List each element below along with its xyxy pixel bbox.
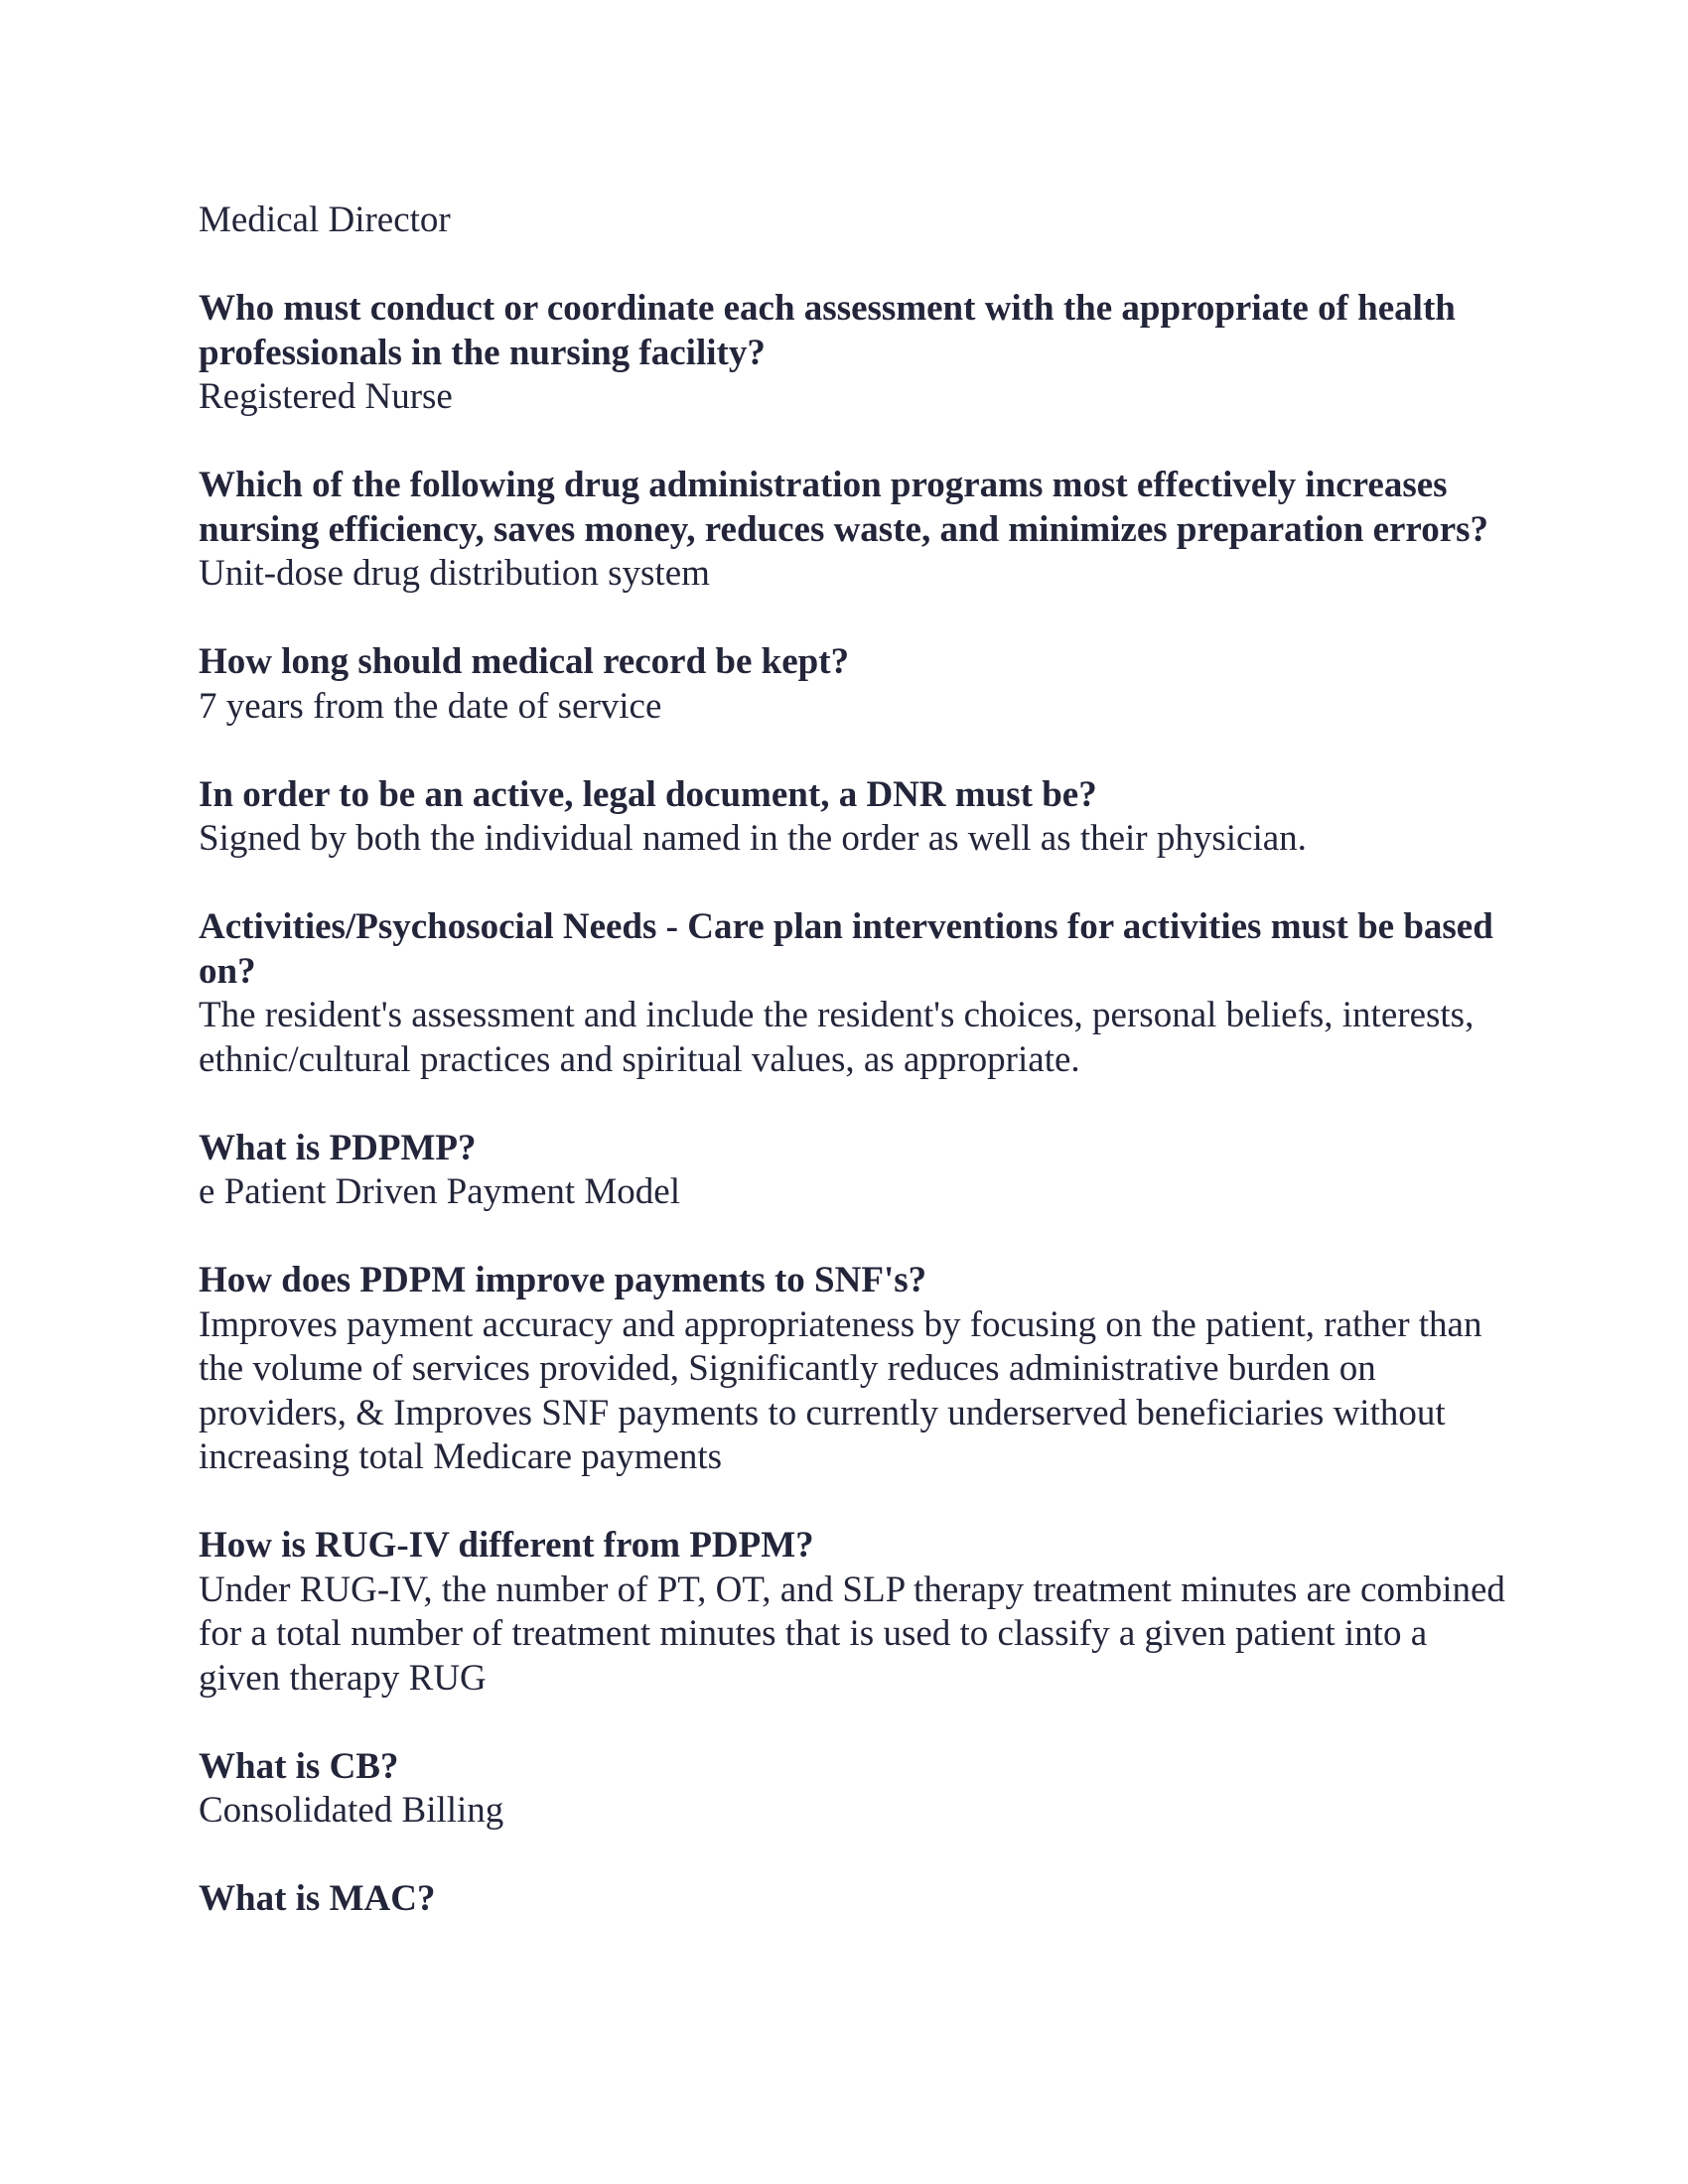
answer-text: Improves payment accuracy and appropriateness by focusing on the patient, rather than the volume of services provided, Significantly reduces administrative burden on providers, & Improves SNF payments to currently underserved beneficiaries without increasing total Medicare payments xyxy=(199,1303,1482,1477)
answer-text: Under RUG-IV, the number of PT, OT, and SLP therapy treatment minutes are combined for a total number of treatment minutes that is used to classify a given patient into a given therapy RUG xyxy=(199,1569,1505,1699)
question-text: In order to be an active, legal document, a DNR must be? xyxy=(199,773,1097,815)
answer-text: e Patient Driven Payment Model xyxy=(199,1171,681,1212)
qa-item xyxy=(199,1877,1509,1922)
qa-item xyxy=(199,287,1509,420)
question-text: What is PDPMP? xyxy=(199,1127,477,1168)
answer-text: Signed by both the individual named in the order as well as their physician. xyxy=(199,818,1307,859)
question-text: Activities/Psychosocial Needs - Care plan interventions for activities must be based on? xyxy=(199,906,1493,992)
intro-answer: Medical Director xyxy=(199,200,451,240)
answer-text: Unit-dose drug distribution system xyxy=(199,553,710,594)
question-text: How long should medical record be kept? xyxy=(199,641,850,682)
question-text: What is CB? xyxy=(199,1745,399,1787)
answer-text: 7 years from the date of service xyxy=(199,685,662,727)
qa-item xyxy=(199,464,1509,597)
qa-item xyxy=(199,773,1509,862)
document-body xyxy=(199,199,1509,1966)
qa-item xyxy=(199,1259,1509,1480)
qa-item xyxy=(199,640,1509,729)
answer-text: The resident's assessment and include the resident's choices, personal beliefs, interests, ethnic/cultural practices and spiritual values, as appropriate. xyxy=(199,995,1475,1080)
question-text: What is MAC? xyxy=(199,1878,436,1919)
question-text: How is RUG-IV different from PDPM? xyxy=(199,1525,814,1566)
answer-text: Registered Nurse xyxy=(199,376,453,417)
qa-item xyxy=(199,1127,1509,1215)
qa-item xyxy=(199,905,1509,1082)
question-text: Who must conduct or coordinate each assessment with the appropriate of health professionals in the nursing facility? xyxy=(199,288,1456,373)
question-text: How does PDPM improve payments to SNF's? xyxy=(199,1260,927,1300)
qa-item xyxy=(199,1524,1509,1701)
question-text: Which of the following drug administration programs most effectively increases nursing efficiency, saves money, reduces waste, and minimizes preparation errors? xyxy=(199,465,1489,550)
answer-text: Consolidated Billing xyxy=(199,1790,504,1831)
qa-item xyxy=(199,1745,1509,1834)
